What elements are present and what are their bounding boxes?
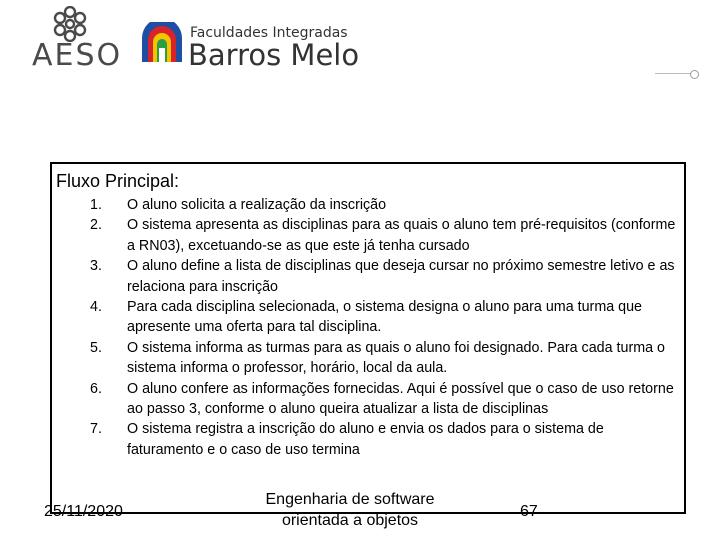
list-item [76, 419, 676, 460]
section-title: Fluxo Principal: [56, 171, 180, 191]
list-item [76, 338, 676, 379]
step-text: O sistema informa as turmas para as quais o aluno foi designado. Para cada turma o sistema informa o professor, horário, local da aula. [127, 339, 666, 377]
step-number: 2. [90, 217, 102, 234]
header-ornament [690, 70, 699, 79]
main-flow-list [76, 195, 676, 460]
footer-course-title [230, 489, 470, 531]
aeso-logo-text: AESO [32, 38, 123, 73]
list-item [76, 379, 676, 420]
step-number: 7. [90, 421, 102, 438]
list-item [76, 195, 676, 215]
step-number: 1. [90, 197, 102, 213]
slide-header [0, 0, 720, 90]
page-number: 67 [520, 503, 538, 520]
step-text: O aluno confere as informações fornecidas. Aqui é possível que o caso de uso retorne ao passo 3, conforme o aluno queira atualizar a lista de disciplinas [127, 380, 674, 418]
footer-course-line: Engenharia de software [265, 491, 435, 508]
footer-date: 25/11/2020 [44, 503, 123, 520]
aeso-flower-logo-icon [52, 6, 88, 42]
step-text: Para cada disciplina selecionada, o sistema designa o aluno para uma turma que apresente uma oferta para tal disciplina. [127, 299, 643, 336]
step-number: 4. [90, 299, 102, 316]
step-text: O aluno define a lista de disciplinas que deseja cursar no próximo semestre letivo e as relaciona para inscrição [127, 258, 675, 295]
list-item [76, 297, 676, 338]
barros-melo-emblem-icon [140, 22, 184, 64]
step-number: 6. [90, 380, 102, 397]
step-text: O sistema registra a inscrição do aluno e envia os dados para o sistema de faturamento e o caso de uso termina [127, 421, 604, 458]
list-item [76, 256, 676, 297]
step-number: 5. [90, 339, 102, 356]
barros-melo-name: Barros Melo [188, 38, 360, 72]
step-number: 3. [90, 258, 102, 275]
header-divider [655, 73, 691, 74]
step-text: O sistema apresenta as disciplinas para as quais o aluno tem pré-requisitos (conforme a RN03), excetuando-se as que este já tenha cursado [127, 217, 676, 254]
list-item [76, 215, 676, 256]
footer-course-line: orientada a objetos [281, 512, 419, 529]
barros-melo-subtitle: Faculdades Integradas [190, 25, 348, 41]
step-text: O aluno solicita a realização da inscrição [127, 197, 387, 213]
